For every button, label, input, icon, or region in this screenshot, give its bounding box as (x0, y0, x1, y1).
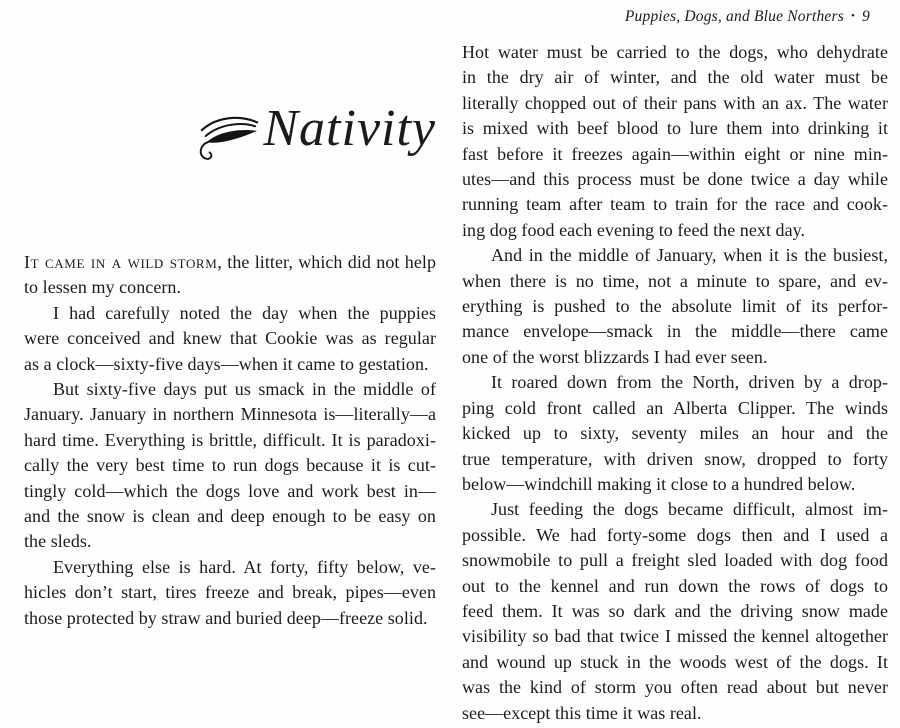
text-line: And in the middle of January, when it is the busiest, (491, 245, 888, 266)
small-caps-lead: It came in a wild storm (24, 252, 218, 272)
chapter-heading-inner (197, 93, 436, 165)
text-line: It came in a wild storm, the litter, which did not help (24, 252, 436, 272)
text-line: the sleds. (24, 531, 92, 552)
text-line: cally the very best time to run dogs because it is cut- (24, 455, 436, 476)
text-line: erything is pushed to the absolute limit of its perfor- (462, 296, 888, 317)
text-line: utes—and this process must be done twice a day while (462, 169, 888, 190)
text-line: hard time. Everything is brittle, difficult. It is paradoxi- (24, 429, 436, 450)
text-line: January. January in northern Minnesota is—literally—a (24, 404, 436, 425)
text-line: true temperature, with driven snow, dropped to forty (462, 448, 888, 469)
text-line: in the dry air of winter, and the old water must be (462, 67, 888, 88)
right-column-text (462, 40, 888, 726)
text-line: It roared down from the North, driven by a drop- (491, 372, 888, 393)
text-line: I had carefully noted the day when the puppies (53, 302, 436, 323)
text-line: fast before it freezes again—within eight or nine min- (462, 143, 888, 164)
text-line: out to the kennel and run down the rows of dogs to (462, 575, 888, 596)
text-line: was the kind of storm you often read about but never (462, 677, 888, 698)
text-line: were conceived and knew that Cookie was as regular (24, 328, 436, 349)
chapter-title: Nativity (263, 100, 436, 157)
left-column (24, 40, 436, 726)
text-line: running team after team to train for the race and cook- (462, 194, 888, 215)
text-line: as a clock—sixty-five days—when it came to gestation. (24, 353, 429, 374)
text-line: literally chopped out of their pans with an ax. The water (462, 92, 888, 113)
two-column-text-block (24, 40, 888, 726)
left-column-text (24, 250, 436, 631)
text-line: snowmobile to pull a freight sled loaded with dog food (462, 550, 888, 571)
text-line: visibility so bad that twice I missed the kennel altogether (462, 626, 888, 647)
calligraphic-swash-icon (197, 109, 261, 161)
text-line: when there is no time, not a minute to spare, and ev- (462, 270, 888, 291)
text-line: hicles don’t start, tires freeze and break, pipes—even (24, 582, 436, 603)
page-number: 9 (862, 8, 870, 25)
text-line: But sixty-five days put us smack in the middle of (53, 379, 436, 400)
text-line: see—except this time it was real. (462, 702, 702, 723)
running-header (625, 8, 870, 26)
text-line: ing dog food each evening to feed the next day. (462, 219, 806, 240)
text-line: kicked up to sixty, seventy miles an hour and the (462, 423, 888, 444)
text-line: those protected by straw and buried deep—freeze solid. (24, 607, 428, 628)
text-line: feed them. It was so dark and the driving snow made (462, 600, 888, 621)
text-line: and wound up stuck in the woods west of the dogs. It (462, 651, 888, 672)
running-title: Puppies, Dogs, and Blue Northers (624, 8, 844, 25)
text-line: mance envelope—smack in the middle—there came (462, 321, 888, 342)
text-line: tingly cold—which the dogs love and work best in— (24, 480, 436, 501)
text-line: Just feeding the dogs became difficult, almost im- (491, 499, 888, 520)
header-separator-dot: • (850, 10, 856, 22)
chapter-heading (24, 93, 436, 165)
text-line: ping cold front called an Alberta Clipper. The winds (462, 397, 888, 418)
text-line: is mixed with beef blood to lure them into drinking it (462, 118, 888, 139)
text-line: possible. We had forty-some dogs then and I used a (462, 524, 888, 545)
text-line: Hot water must be carried to the dogs, who dehydrate (462, 42, 888, 62)
text-line: Everything else is hard. At forty, fifty below, ve- (53, 556, 436, 577)
text-line: to lessen my concern. (24, 277, 182, 298)
right-column (462, 40, 888, 726)
text-line: one of the worst blizzards I had ever seen. (462, 346, 768, 367)
text-line: below—windchill making it close to a hundred below. (462, 473, 856, 494)
text-line: and the snow is clean and deep enough to be easy on (24, 506, 436, 527)
